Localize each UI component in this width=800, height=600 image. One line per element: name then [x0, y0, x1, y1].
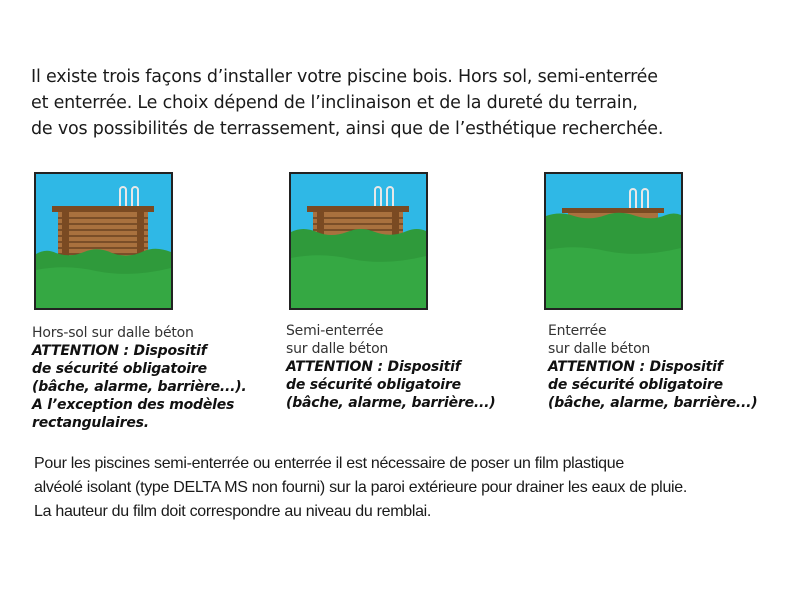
- caption-title: sur dalle béton: [286, 341, 389, 357]
- intro-line: et enterrée. Le choix dépend de l’inclinaison et de la dureté du terrain,: [31, 93, 638, 113]
- caption-buried: [548, 322, 757, 412]
- caption-warning-line: ATTENTION : Dispositif: [32, 343, 207, 359]
- caption-title: Semi-enterrée: [286, 323, 384, 339]
- intro-line: de vos possibilités de terrassement, ainsi que de l’esthétique recherchée.: [31, 119, 664, 139]
- caption-warning-line: rectangulaires.: [32, 415, 149, 431]
- illustration-semi-buried: [289, 172, 428, 310]
- caption-warning-line: de sécurité obligatoire: [286, 377, 461, 393]
- caption-warning-line: ATTENTION : Dispositif: [548, 359, 723, 375]
- caption-warning-line: (bâche, alarme, barrière...): [548, 395, 758, 411]
- intro-line: Il existe trois façons d’installer votre piscine bois. Hors sol, semi-enterrée: [31, 67, 658, 87]
- caption-warning-line: de sécurité obligatoire: [32, 361, 207, 377]
- drainage-note: [34, 452, 774, 524]
- caption-warning-line: (bâche, alarme, barrière...): [286, 395, 496, 411]
- caption-warning-line: ATTENTION : Dispositif: [286, 359, 461, 375]
- caption-title: sur dalle béton: [548, 341, 651, 357]
- caption-warning-line: de sécurité obligatoire: [548, 377, 723, 393]
- intro-paragraph: [31, 64, 771, 142]
- pool-above-ground-image: [36, 174, 171, 308]
- pool-buried-image: [546, 174, 681, 308]
- caption-semi-buried: [286, 322, 495, 412]
- caption-title: Enterrée: [548, 323, 607, 339]
- note-line: alvéolé isolant (type DELTA MS non fourni) sur la paroi extérieure pour drainer les eaux de pluie.: [34, 479, 688, 496]
- caption-warning-line: (bâche, alarme, barrière...).: [32, 379, 247, 395]
- note-line: Pour les piscines semi-enterrée ou enterrée il est nécessaire de poser un film plastique: [34, 455, 624, 472]
- note-line: La hauteur du film doit correspondre au niveau du remblai.: [34, 503, 432, 520]
- caption-above-ground: [32, 324, 247, 432]
- caption-warning-line: A l’exception des modèles: [32, 397, 235, 413]
- illustration-above-ground: [34, 172, 173, 310]
- caption-title: Hors-sol sur dalle béton: [32, 325, 194, 341]
- pool-semi-buried-image: [291, 174, 426, 308]
- illustration-buried: [544, 172, 683, 310]
